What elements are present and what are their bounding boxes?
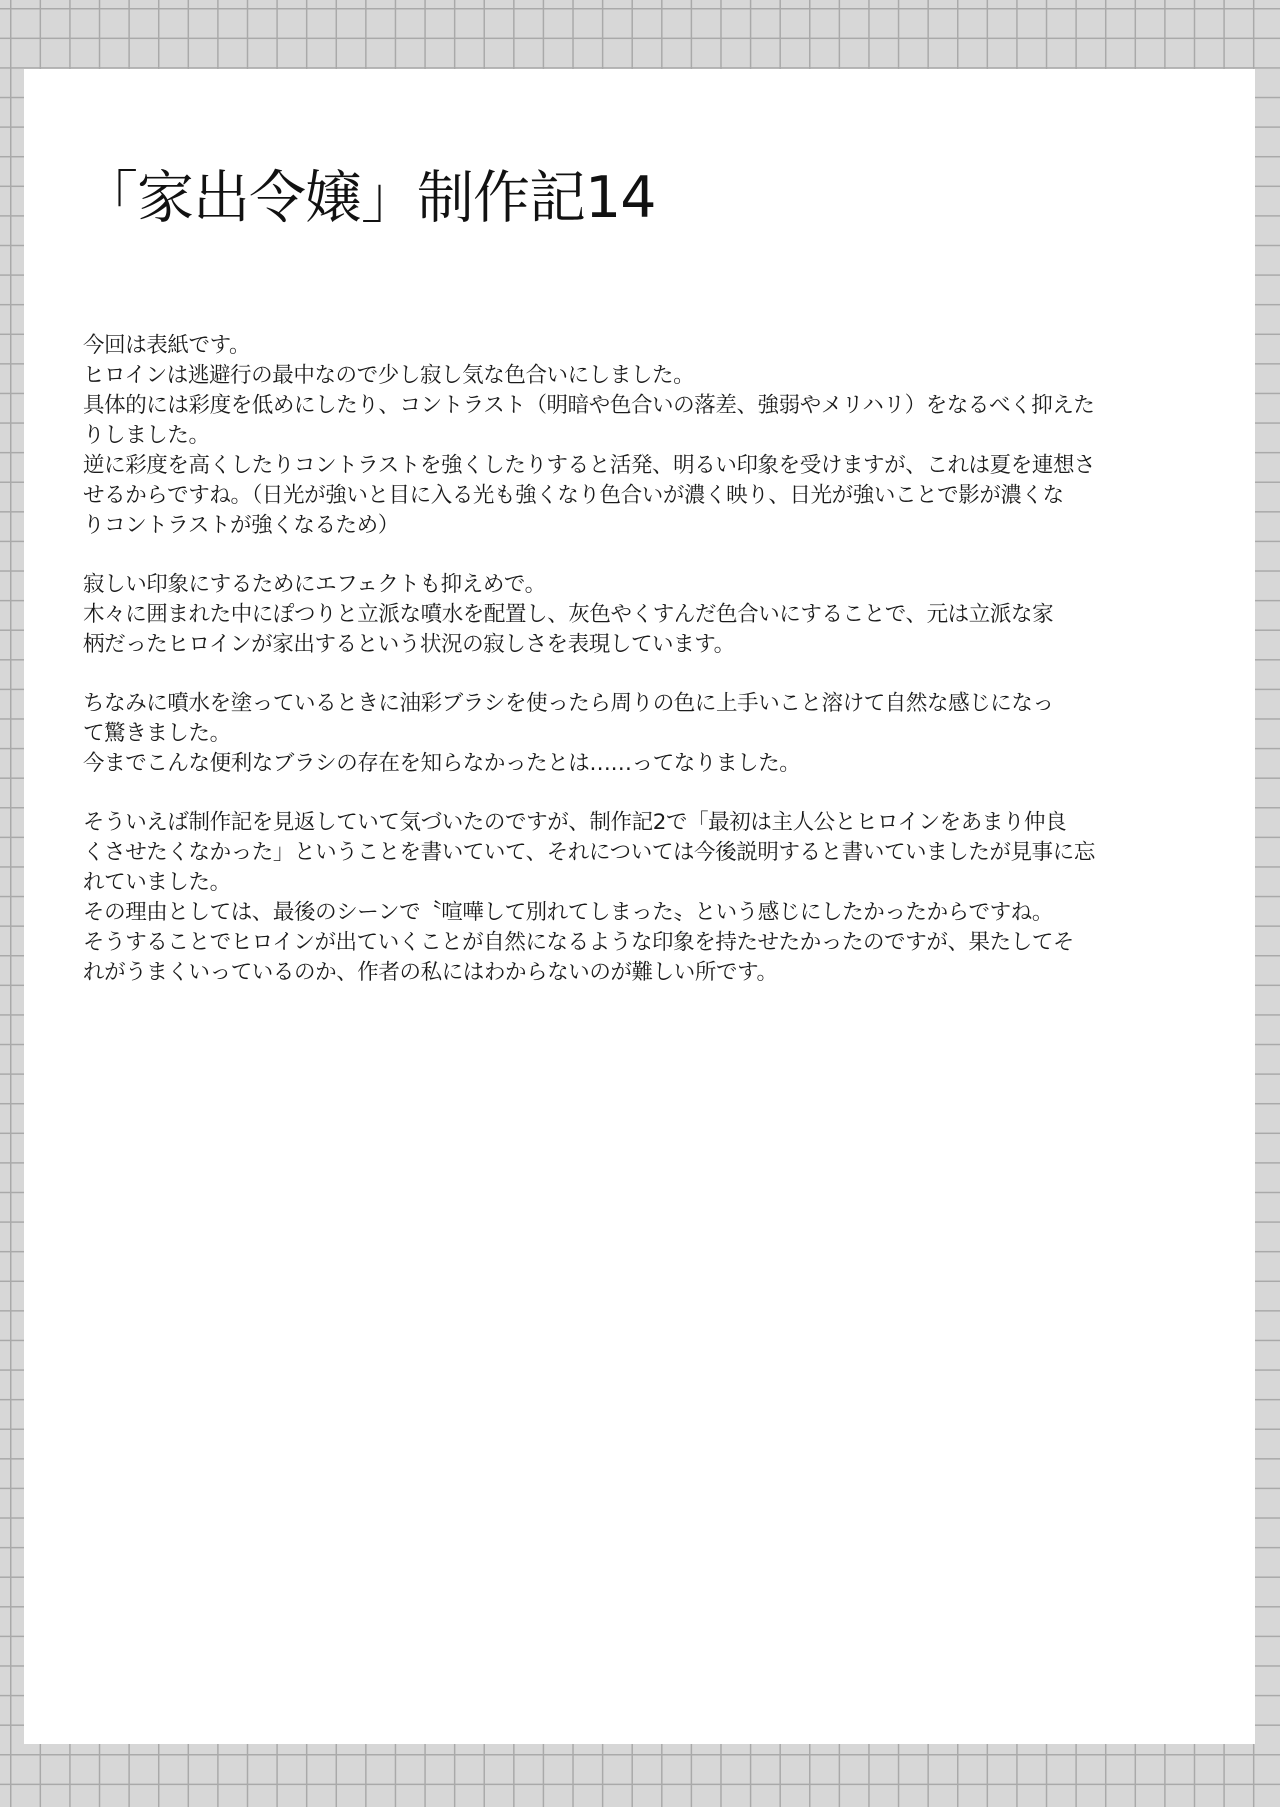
text-line: そうすることでヒロインが出ていくことが自然になるような印象を持たせたかったのですが、果たしてそ [83, 930, 1075, 955]
text-line: くさせたくなかった」ということを書いていて、それについては今後説明すると書いていましたが見事に忘 [83, 840, 1095, 865]
text-line: れがうまくいっているのか、作者の私にはわからないのが難しい所です。 [83, 960, 778, 985]
text-line: りコントラストが強くなるため） [83, 513, 399, 538]
document-page [24, 69, 1255, 1744]
text-line: そういえば制作記を見返していて気づいたのですが、制作記2で「最初は主人公とヒロインをあまり仲良 [83, 810, 1067, 835]
text-line: せるからですね。（日光が強いと目に入る光も強くなり色合いが濃く映り、日光が強いことで影が濃くな [83, 483, 1064, 508]
text-line: ちなみに噴水を塗っているときに油彩ブラシを使ったら周りの色に上手いこと溶けて自然な感じになっ [83, 691, 1054, 716]
text-line: 木々に囲まれた中にぽつりと立派な噴水を配置し、灰色やくすんだ色合いにすることで、元は立派な家 [83, 602, 1054, 627]
page-title: 「家出令嬢」制作記14 [81, 165, 656, 231]
text-line: れていました。 [83, 870, 231, 895]
text-line: 寂しい印象にするためにエフェクトも抑えめで。 [83, 572, 546, 597]
text-line: て驚きました。 [83, 721, 231, 746]
document-body [83, 331, 1235, 1017]
paragraph [83, 331, 1235, 541]
text-line: 柄だったヒロインが家出するという状況の寂しさを表現しています。 [83, 632, 735, 657]
paragraph [83, 570, 1235, 660]
text-line: ヒロインは逃避行の最中なので少し寂し気な色合いにしました。 [83, 363, 695, 388]
paragraph [83, 689, 1235, 779]
text-line: 今までこんな便利なブラシの存在を知らなかったとは……ってなりました。 [83, 751, 801, 776]
text-line: 具体的には彩度を低めにしたり、コントラスト（明暗や色合いの落差、強弱やメリハリ）をなるべく抑えた [83, 393, 1095, 418]
text-line: 今回は表紙です。 [83, 333, 251, 358]
paragraph [83, 808, 1235, 988]
text-line: りしました。 [83, 423, 210, 448]
text-line: その理由としては、最後のシーンで〝喧嘩して別れてしまった〟という感じにしたかったからですね。 [83, 900, 1053, 925]
text-line: 逆に彩度を高くしたりコントラストを強くしたりすると活発、明るい印象を受けますが、これは夏を連想さ [83, 453, 1096, 478]
